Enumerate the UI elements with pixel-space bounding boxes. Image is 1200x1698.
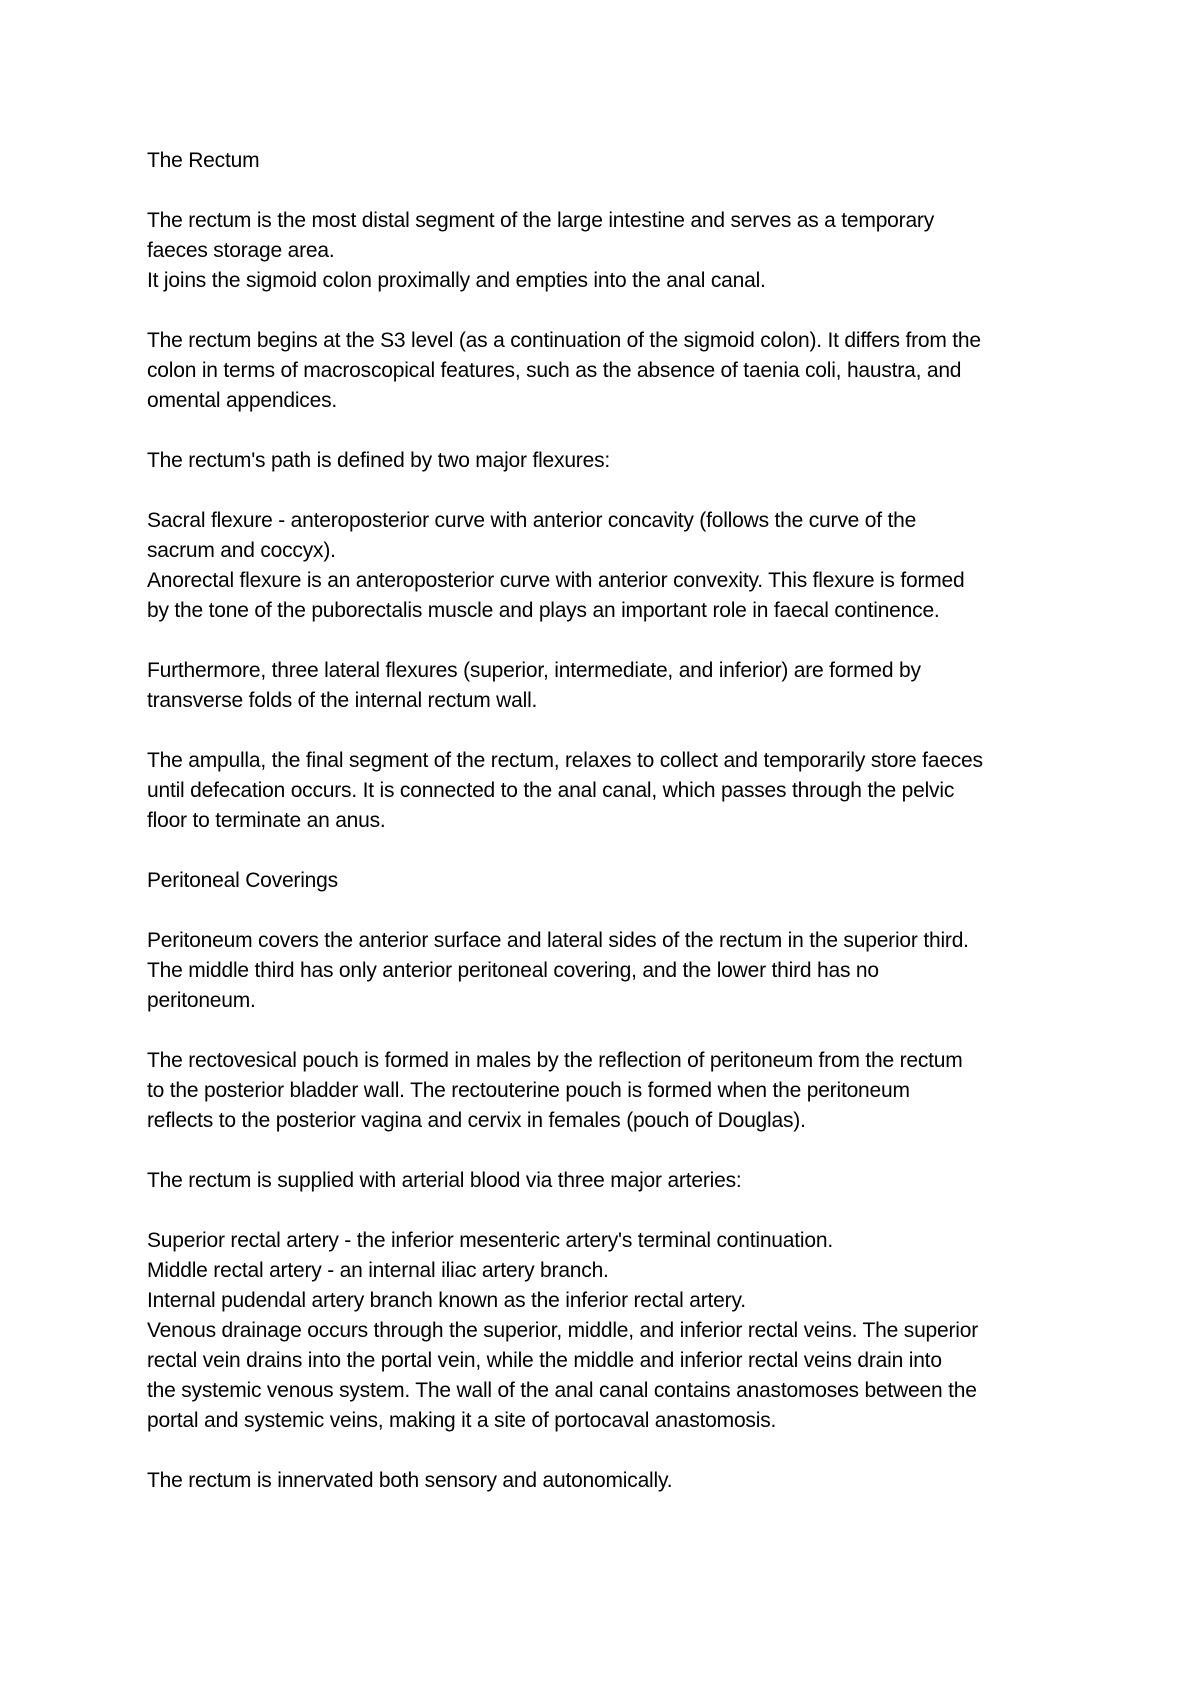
text-line: The rectum's path is defined by two major flexures:	[147, 449, 611, 472]
text-line: It joins the sigmoid colon proximally and empties into the anal canal.	[147, 269, 766, 292]
document-title	[147, 146, 1077, 176]
paragraph-s3-level	[147, 326, 1077, 416]
text-line: The rectum is innervated both sensory and autonomically.	[147, 1469, 673, 1492]
paragraph-innervation	[147, 1466, 1077, 1496]
text-line: faeces storage area.	[147, 239, 335, 262]
paragraph-flexures-intro	[147, 446, 1077, 476]
text-line: Peritoneum covers the anterior surface and lateral sides of the rectum in the superior third.	[147, 929, 969, 952]
text-line: sacrum and coccyx).	[147, 539, 336, 562]
paragraph-flexures	[147, 506, 1077, 626]
text-line: The rectum begins at the S3 level (as a continuation of the sigmoid colon). It differs from the	[147, 329, 981, 352]
text-line: to the posterior bladder wall. The rectouterine pouch is formed when the peritoneum	[147, 1079, 910, 1102]
paragraph-pouches	[147, 1046, 1077, 1136]
paragraph-ampulla	[147, 746, 1077, 836]
text-line: the systemic venous system. The wall of the anal canal contains anastomoses between the	[147, 1379, 977, 1402]
text-line: reflects to the posterior vagina and cervix in females (pouch of Douglas).	[147, 1109, 806, 1132]
text-line: Superior rectal artery - the inferior mesenteric artery's terminal continuation.	[147, 1229, 833, 1252]
section-heading-peritoneal	[147, 866, 1077, 896]
text-line: Furthermore, three lateral flexures (superior, intermediate, and inferior) are formed by	[147, 659, 921, 682]
text-line: The Rectum	[147, 149, 260, 172]
text-line: floor to terminate an anus.	[147, 809, 386, 832]
text-line: by the tone of the puborectalis muscle and plays an important role in faecal continence.	[147, 599, 940, 622]
text-line: The ampulla, the final segment of the rectum, relaxes to collect and temporarily store faeces	[147, 749, 983, 772]
text-line: Venous drainage occurs through the superior, middle, and inferior rectal veins. The superior	[147, 1319, 979, 1342]
paragraph-peritoneum	[147, 926, 1077, 1016]
text-line: Peritoneal Coverings	[147, 869, 338, 892]
text-line: Sacral flexure - anteroposterior curve with anterior concavity (follows the curve of the	[147, 509, 917, 532]
text-line: omental appendices.	[147, 389, 337, 412]
text-line: Middle rectal artery - an internal iliac artery branch.	[147, 1259, 609, 1282]
text-line: transverse folds of the internal rectum wall.	[147, 689, 538, 712]
paragraph-intro	[147, 206, 1077, 296]
paragraph-lateral-flexures	[147, 656, 1077, 716]
document-body	[147, 146, 1077, 1496]
text-line: The rectum is supplied with arterial blood via three major arteries:	[147, 1169, 742, 1192]
text-line: portal and systemic veins, making it a site of portocaval anastomosis.	[147, 1409, 777, 1432]
text-line: Internal pudendal artery branch known as the inferior rectal artery.	[147, 1289, 746, 1312]
text-line: The rectum is the most distal segment of the large intestine and serves as a temporary	[147, 209, 935, 232]
text-line: peritoneum.	[147, 989, 256, 1012]
text-line: until defecation occurs. It is connected to the anal canal, which passes through the pelvic	[147, 779, 955, 802]
text-line: Anorectal flexure is an anteroposterior curve with anterior convexity. This flexure is formed	[147, 569, 965, 592]
text-line: The rectovesical pouch is formed in males by the reflection of peritoneum from the rectum	[147, 1049, 963, 1072]
paragraph-arterial-supply-intro	[147, 1166, 1077, 1196]
text-line: colon in terms of macroscopical features, such as the absence of taenia coli, haustra, and	[147, 359, 962, 382]
text-line: rectal vein drains into the portal vein, while the middle and inferior rectal veins drain into	[147, 1349, 942, 1372]
text-line: The middle third has only anterior peritoneal covering, and the lower third has no	[147, 959, 879, 982]
paragraph-arteries-veins	[147, 1226, 1077, 1436]
